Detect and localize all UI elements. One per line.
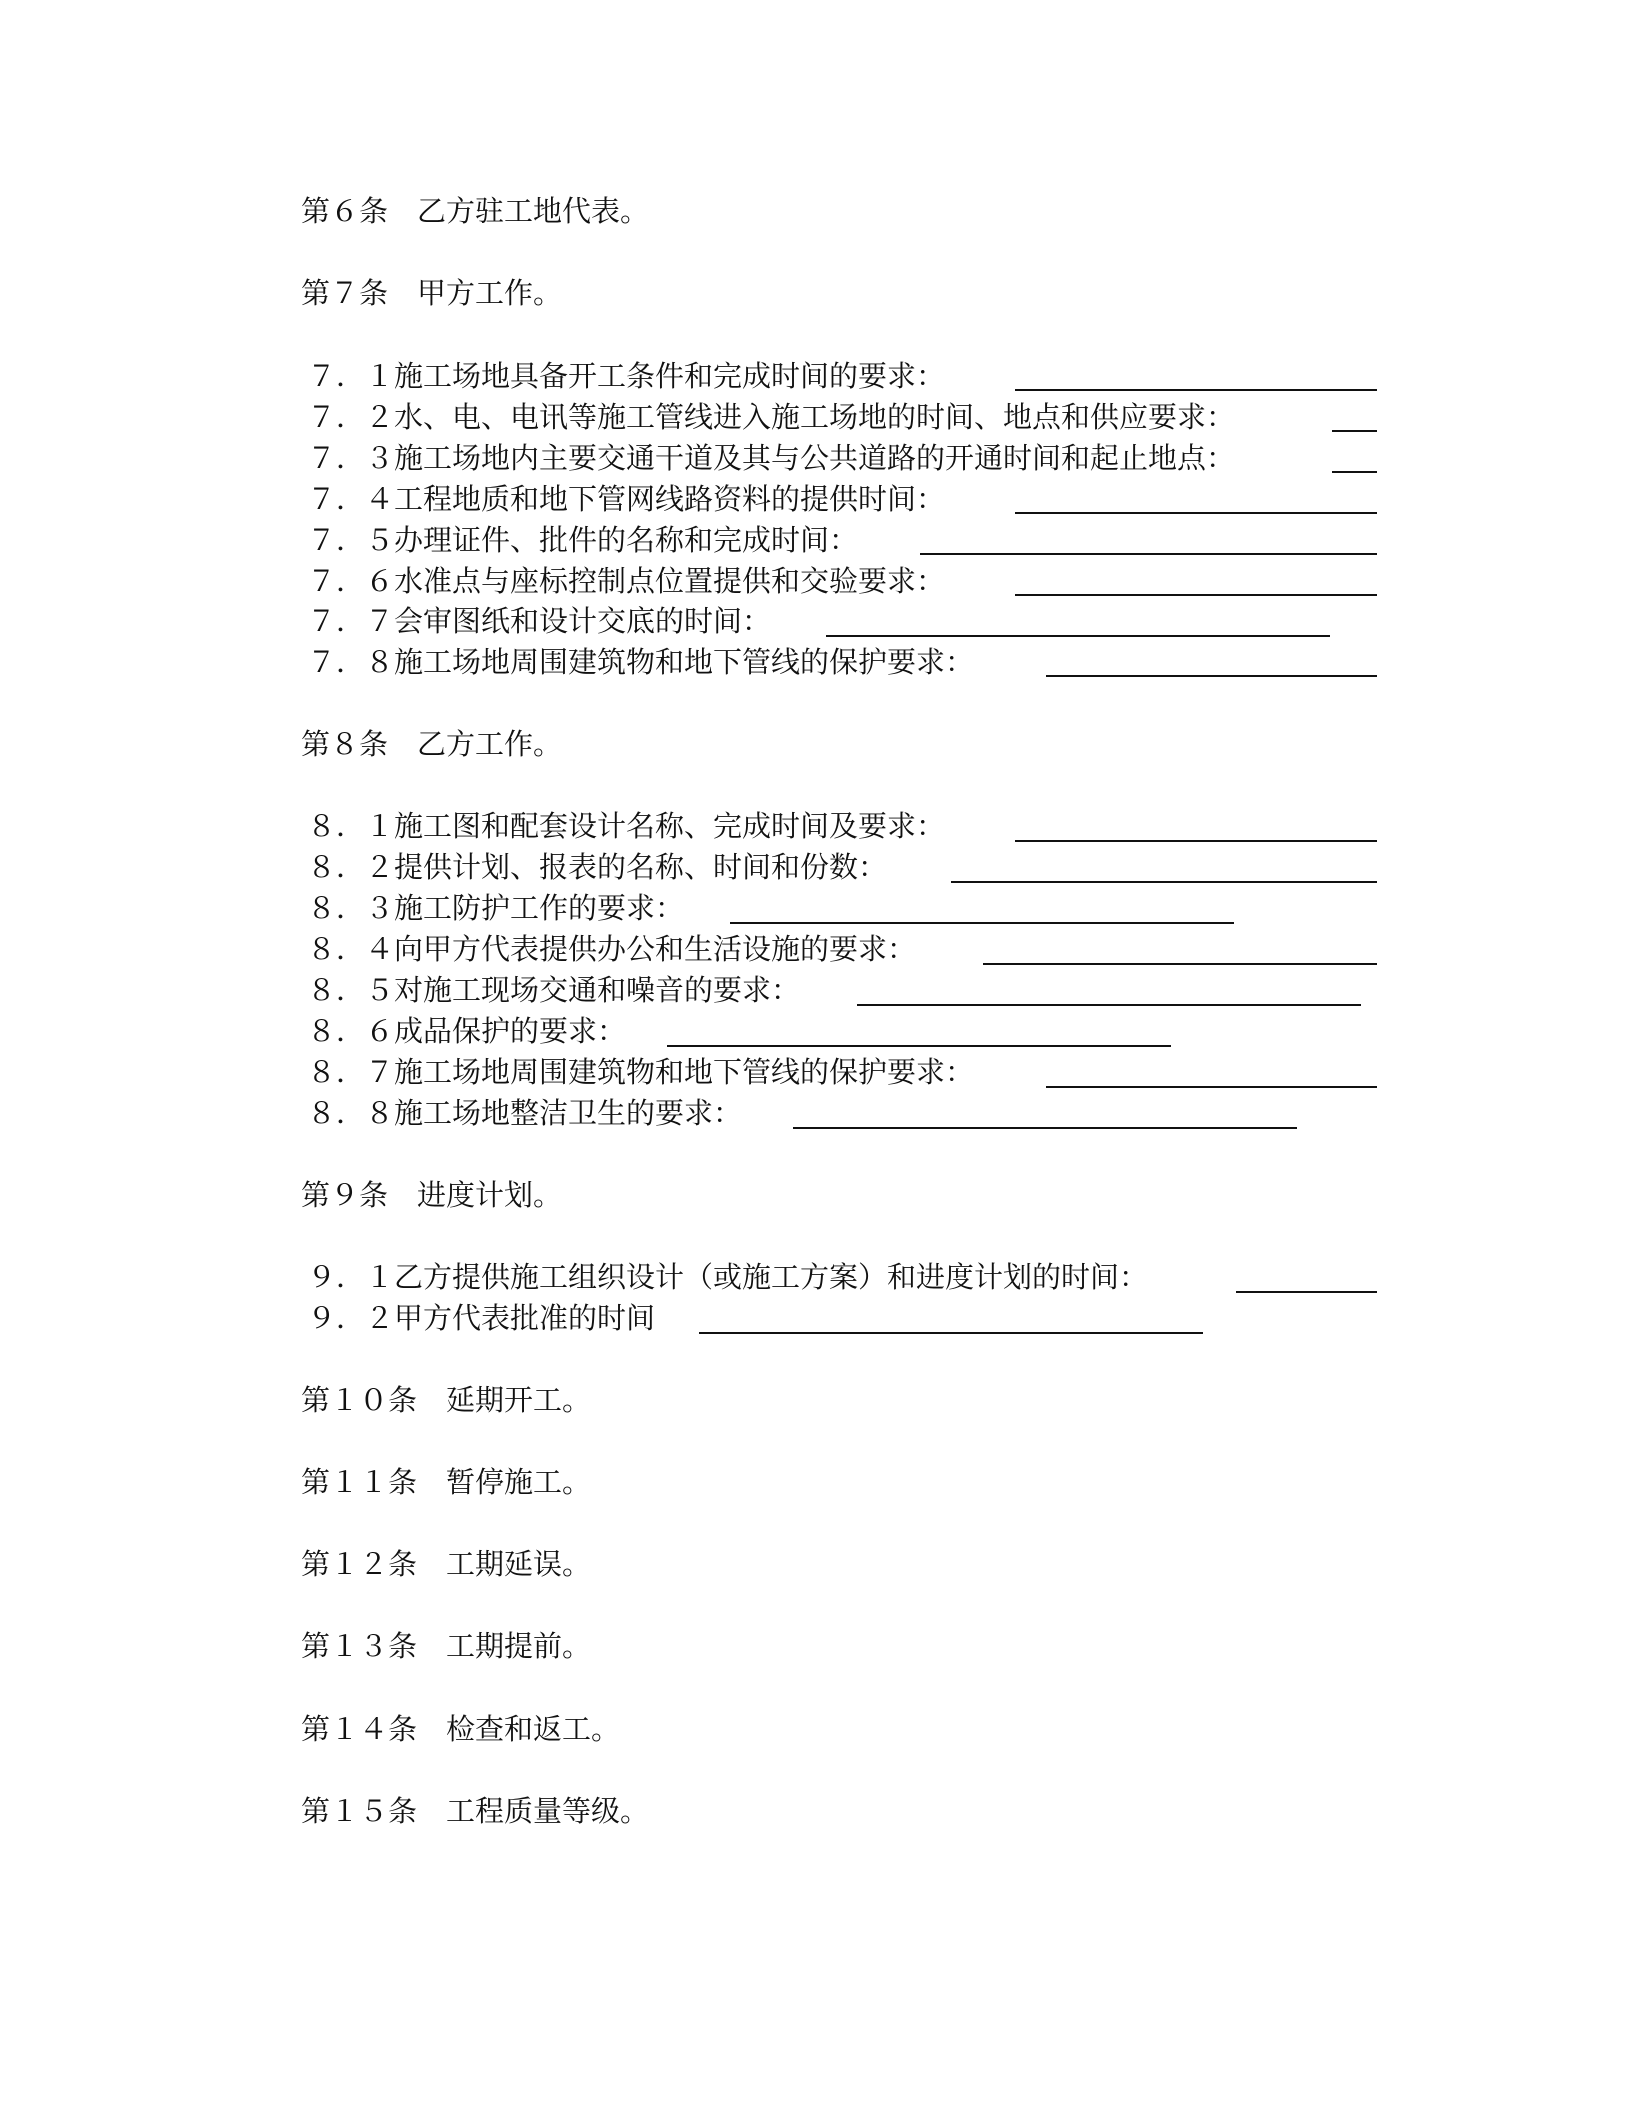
item-8-6: ８．６成品保护的要求：: [307, 1014, 627, 1048]
blank-8-3: [730, 922, 1234, 924]
blank-7-5: [920, 553, 1377, 555]
item-7-1: ７．１施工场地具备开工条件和完成时间的要求：: [307, 359, 946, 393]
blank-8-4: [983, 963, 1377, 965]
item-7-4: ７．４工程地质和地下管网线路资料的提供时间：: [307, 482, 946, 516]
clause-14-heading: 第１４条 检查和返工。: [301, 1712, 621, 1746]
item-8-2: ８．２提供计划、报表的名称、时间和份数：: [307, 850, 888, 884]
blank-7-8: [1046, 675, 1377, 677]
clause-6-heading: 第６条 乙方驻工地代表。: [301, 194, 650, 228]
blank-8-2: [951, 881, 1377, 883]
blank-8-7: [1046, 1086, 1377, 1088]
clause-7-heading: 第７条 甲方工作。: [301, 276, 563, 310]
blank-7-3: [1332, 471, 1377, 473]
blank-9-1: [1236, 1291, 1377, 1293]
item-7-8: ７．８施工场地周围建筑物和地下管线的保护要求：: [307, 645, 975, 679]
clause-9-heading: 第９条 进度计划。: [301, 1178, 563, 1212]
blank-8-5: [857, 1004, 1361, 1006]
item-8-1: ８．１施工图和配套设计名称、完成时间及要求：: [307, 809, 946, 843]
item-8-5: ８．５对施工现场交通和噪音的要求：: [307, 973, 801, 1007]
clause-13-heading: 第１３条 工期提前。: [301, 1629, 592, 1663]
clause-10-heading: 第１０条 延期开工。: [301, 1383, 592, 1417]
item-7-6: ７．６水准点与座标控制点位置提供和交验要求：: [307, 564, 946, 598]
blank-7-2: [1332, 430, 1377, 432]
blank-8-6: [667, 1045, 1171, 1047]
item-7-2: ７．２水、电、电讯等施工管线进入施工场地的时间、地点和供应要求：: [307, 400, 1236, 434]
blank-7-7: [826, 635, 1330, 637]
item-7-3: ７．３施工场地内主要交通干道及其与公共道路的开通时间和起止地点：: [307, 441, 1236, 475]
clause-11-heading: 第１１条 暂停施工。: [301, 1465, 592, 1499]
blank-7-6: [1015, 594, 1377, 596]
item-8-8: ８．８施工场地整洁卫生的要求：: [307, 1096, 743, 1130]
blank-8-8: [793, 1127, 1297, 1129]
blank-7-1: [1015, 389, 1377, 391]
item-7-5: ７．５办理证件、批件的名称和完成时间：: [307, 523, 859, 557]
item-8-4: ８．４向甲方代表提供办公和生活设施的要求：: [307, 932, 917, 966]
blank-9-2: [699, 1332, 1203, 1334]
item-9-1: ９．１乙方提供施工组织设计（或施工方案）和进度计划的时间：: [307, 1260, 1149, 1294]
item-8-3: ８．３施工防护工作的要求：: [307, 891, 685, 925]
blank-7-4: [1015, 512, 1377, 514]
item-9-2: ９．２甲方代表批准的时间: [307, 1301, 656, 1335]
clause-8-heading: 第８条 乙方工作。: [301, 727, 563, 761]
blank-8-1: [1015, 840, 1377, 842]
item-7-7: ７．７会审图纸和设计交底的时间：: [307, 604, 772, 638]
item-8-7: ８．７施工场地周围建筑物和地下管线的保护要求：: [307, 1055, 975, 1089]
clause-12-heading: 第１２条 工期延误。: [301, 1547, 592, 1581]
clause-15-heading: 第１５条 工程质量等级。: [301, 1794, 650, 1828]
